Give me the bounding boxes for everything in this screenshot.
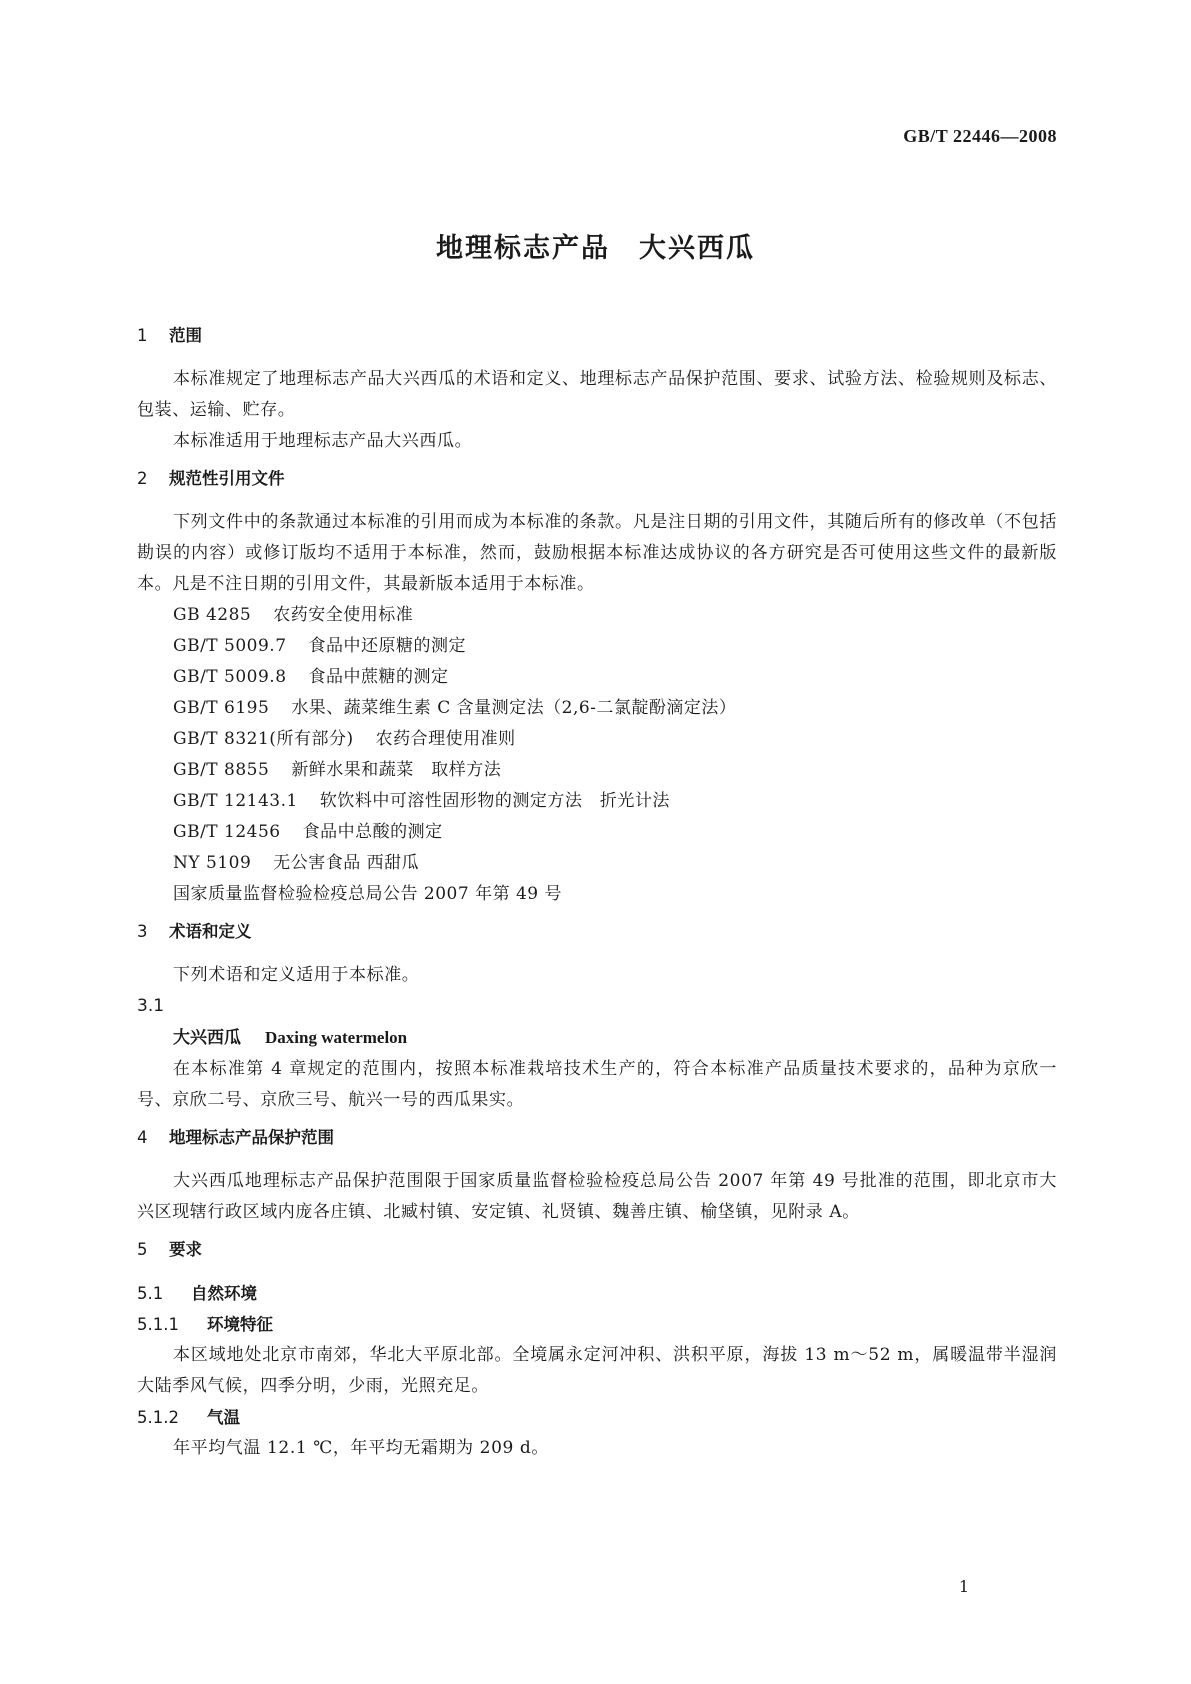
paragraph: 本标准适用于地理标志产品大兴西瓜。 [173,431,473,451]
section-heading-1 [137,320,1057,351]
paragraph: 本标准规定了地理标志产品大兴西瓜的术语和定义、地理标志产品保护范围、要求、试验方法、检验规则及标志、包装、运输、贮存。 [137,369,1057,420]
page-number: 1 [958,1577,969,1596]
subsection-title: 环境特征 [207,1315,273,1334]
section-title: 范围 [169,326,202,345]
subsection-number: 5.1.1 [137,1315,179,1334]
reference-code: GB/T 12143.1 [173,791,298,811]
reference-code: GB/T 8321(所有部分) [173,729,354,749]
reference-item [137,693,1057,724]
section-heading-5 [137,1234,1057,1265]
term-english: Daxing watermelon [265,1028,408,1047]
section-number: 4 [137,1128,148,1147]
subsection-title: 自然环境 [191,1284,257,1303]
reference-item [137,631,1057,662]
section-title: 要求 [169,1240,202,1259]
section-number: 5 [137,1240,148,1259]
reference-title: 水果、蔬菜维生素 C 含量测定法（2,6-二氯靛酚滴定法） [291,698,737,718]
section-heading-4 [137,1122,1057,1153]
reference-item [137,662,1057,693]
section-title: 地理标志产品保护范围 [169,1128,334,1147]
reference-title: 食品中还原糖的测定 [308,636,467,656]
subsection-heading-5-1-1 [137,1309,1057,1340]
term-chinese: 大兴西瓜 [173,1028,241,1048]
reference-title: 软饮料中可溶性固形物的测定方法 折光计法 [319,791,670,811]
reference-code: GB/T 6195 [173,698,270,718]
subsection-number: 5.1 [137,1284,164,1303]
section-heading-3 [137,916,1057,947]
reference-code: GB/T 5009.8 [173,667,287,687]
reference-code: NY 5109 [173,853,252,873]
section-title: 规范性引用文件 [169,469,285,488]
reference-title: 新鲜水果和蔬菜 取样方法 [291,760,502,780]
reference-item [137,786,1057,817]
term-definition: 在本标准第 4 章规定的范围内，按照本标准栽培技术生产的，符合本标准产品质量技术要求的，品种为京欣一号、京欣二号、京欣三号、航兴一号的西瓜果实。 [137,1059,1057,1110]
reference-code: GB/T 8855 [173,760,270,780]
paragraph: 本区域地处北京市南郊，华北大平原北部。全境属永定河冲积、洪积平原，海拔 13 m～52 m，属暖温带半湿润大陆季风气候，四季分明，少雨，光照充足。 [137,1345,1057,1396]
section-number: 3 [137,922,148,941]
subsection-number: 5.1.2 [137,1408,179,1427]
reference-item [137,755,1057,786]
standard-code: GB/T 22446—2008 [903,126,1057,146]
subsection-heading-5-1 [137,1278,1057,1309]
section-title: 术语和定义 [169,922,252,941]
reference-item [137,817,1057,848]
reference-item [137,724,1057,755]
reference-title: 无公害食品 西甜瓜 [273,853,420,873]
section-number: 1 [137,326,148,345]
paragraph: 下列文件中的条款通过本标准的引用而成为本标准的条款。凡是注日期的引用文件，其随后所有的修改单（不包括勘误的内容）或修订版均不适用于本标准，然而，鼓励根据本标准达成协议的各方研究是否可使用这些文件的最新版本。凡是不注日期的引用文件，其最新版本适用于本标准。 [137,512,1057,594]
paragraph: 大兴西瓜地理标志产品保护范围限于国家质量监督检验检疫总局公告 2007 年第 49 号批准的范围，即北京市大兴区现辖行政区域内庞各庄镇、北臧村镇、安定镇、礼贤镇、魏善庄镇、榆垡镇，见附录 A。 [137,1171,1057,1222]
section-heading-2 [137,463,1057,494]
term-heading [137,1022,1057,1054]
paragraph: 年平均气温 12.1 ℃，年平均无霜期为 209 d。 [173,1438,550,1458]
subsection-heading-5-1-2 [137,1402,1057,1433]
subsection-title: 气温 [207,1408,240,1427]
section-number: 2 [137,469,148,488]
reference-title: 农药安全使用标准 [273,605,414,625]
reference-item: 国家质量监督检验检疫总局公告 2007 年第 49 号 [173,884,563,904]
reference-title: 食品中蔗糖的测定 [308,667,449,687]
reference-list [137,600,1057,910]
term-number: 3.1 [137,996,165,1016]
reference-title: 农药合理使用准则 [375,729,516,749]
reference-title: 食品中总酸的测定 [302,822,443,842]
reference-item [137,848,1057,879]
reference-code: GB/T 12456 [173,822,281,842]
reference-code: GB 4285 [173,605,252,625]
reference-item [137,600,1057,631]
document-body [137,320,1057,1464]
reference-code: GB/T 5009.7 [173,636,287,656]
document-title: 地理标志产品 大兴西瓜 [436,233,755,264]
paragraph: 下列术语和定义适用于本标准。 [173,965,420,985]
